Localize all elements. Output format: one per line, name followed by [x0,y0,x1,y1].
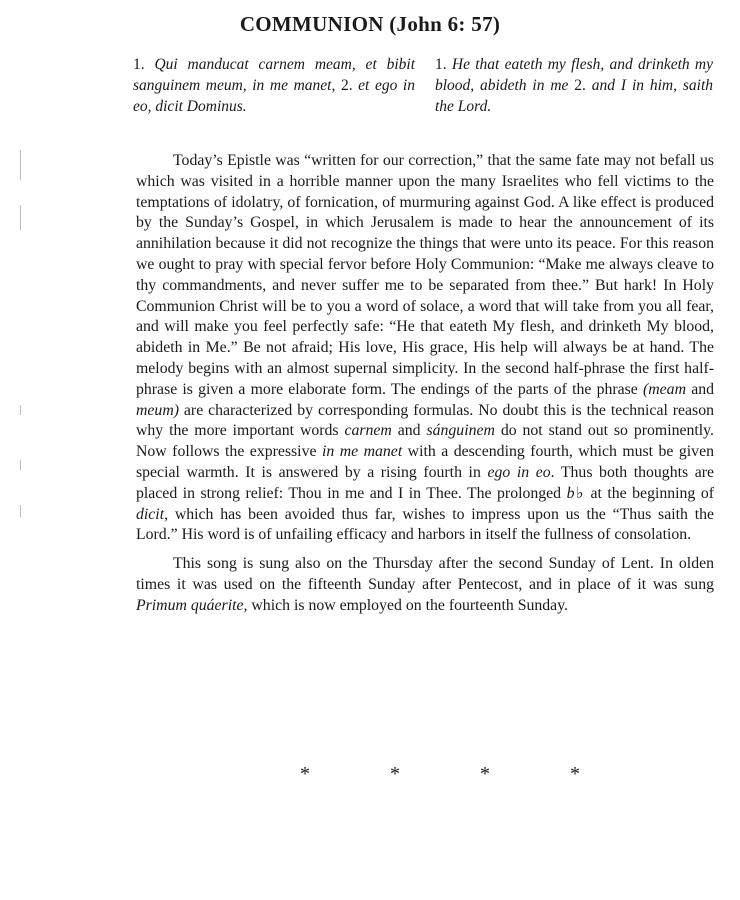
margin-mark [20,460,21,470]
margin-mark [20,205,21,230]
latin-text [133,54,415,117]
italic-run: dicit [136,505,165,523]
text-run: This song is sung also on the Thursday after the second Sunday of Lent. In olden times it was used on the fifteenth Sunday after Pentecost, and in place of it was sung [136,555,714,593]
paragraph-1 [136,151,714,546]
text-run: are characterized by corresponding formulas. No doubt this is the technical reason why the more important words [136,401,714,440]
text-run: at the beginning of [585,484,714,502]
latin-verse-number-2: 2. [335,77,359,94]
english-verse-1: He that eateth my flesh, and drinketh my blood, abideth in me [435,56,713,94]
italic-run: meum) [136,401,179,419]
italic-run: (meam [643,380,686,398]
asterisk: * [570,763,580,785]
asterisk: * [480,763,490,785]
italic-run: b♭ [566,484,585,502]
margin-mark [20,405,21,415]
text-run: and [686,380,714,398]
text-run: Today’s Epistle was “written for our correction,” that the same fate may not befall us which was visited in a horrible manner upon the many Israelites who fell victims to the temptations of idolatry, of fornication, of murmuring against God. A like effect is produced by the Sunday’s Gospel, in which Jerusalem is made to hear the announcement of its annihilation because it did not recognize the things that were unto its peace. For this reason we ought to pray with special fervor before Holy Communion: “Make me always cleave to thy commandments, and never suffer me to be separated from thee.” But hark! In Holy Communion Christ will be to you a word of solace, a word that will take from you all fear, and will make you feel perfectly safe: “He that eateth My flesh, and drinketh My blood, abideth in Me.” Be not afraid; His love, His grace, His help will always be at hand. The melody begins with an almost supernal simplicity. In the second half-phrase the first half-phrase is given a more elaborate form. The endings of the parts of the phrase [136,152,714,398]
italic-run: Primum quáerite, [136,596,248,614]
paragraph-2 [136,554,714,616]
text-run: do not stand out so prominently. Now follows the expressive [136,422,714,461]
italic-run: carnem [344,422,392,440]
text-run: , which has been avoided thus far, wishes to impress upon us the “Thus saith the Lord.” His word is of unfailing efficacy and harbors in itself the fullness of consolation. [136,505,714,544]
asterisk: * [390,763,400,785]
italic-run: ego in eo [487,463,551,481]
latin-verse-1: Qui manducat carnem meam, et bibit sanguinem meum, in me manet, [133,56,415,94]
text-run: which is now employed on the fourteenth Sunday. [247,596,569,614]
english-verse-2: and I in him, saith the Lord. [435,77,714,115]
latin-verse-2: et ego in eo, dicit Dominus. [133,77,415,115]
english-verse-number-2: 2. [568,77,592,94]
section-divider-asterisks [300,763,580,786]
asterisk: * [300,763,310,785]
latin-verse-number-1: 1. [133,56,155,73]
english-translation [435,54,713,117]
text-run: . Thus both thoughts are placed in strong relief: Thou in me and I in Thee. The prolonged [136,463,715,502]
italic-run: in me manet [321,443,403,461]
english-verse-number-1: 1. [435,56,452,73]
text-run: with a descending fourth, which must be given special warmth. It is answered by a rising fourth in [136,443,714,481]
page-title: COMMUNION (John 6: 57) [239,12,501,36]
margin-mark [20,150,21,180]
margin-mark [20,505,21,517]
text-run: and [391,422,427,440]
italic-run: sánguinem [426,422,495,440]
commentary [136,151,714,625]
